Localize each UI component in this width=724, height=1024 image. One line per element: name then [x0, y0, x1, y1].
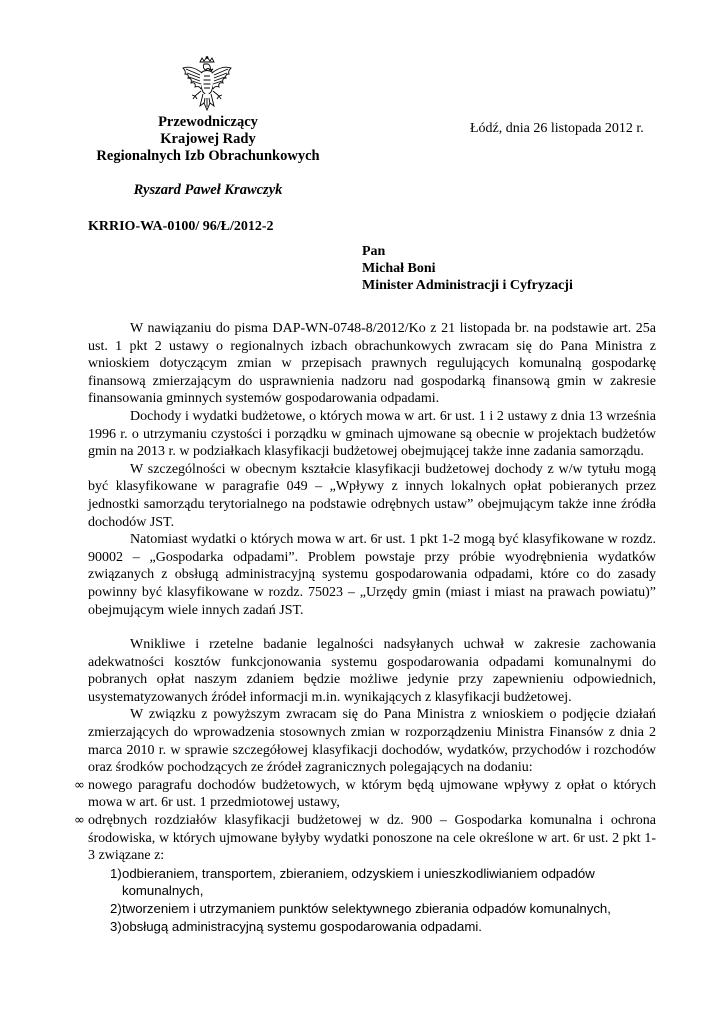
body-paragraph: W szczególności w obecnym kształcie klasyfikacji budżetowej dochody z w/w tytułu mogą być klasyfikowane w paragrafie 049 – „Wpływy z innych lokalnych opłat pobieranych przez jednostki samorządu terytorialnego na podstawie odrębnych ustaw” obejmującym także inne źródła dochodów JST.	[88, 461, 656, 530]
sub-list-item	[88, 918, 656, 936]
list-item	[74, 812, 656, 865]
eagle-emblem-icon	[180, 56, 234, 116]
addressee-name: Michał Boni	[362, 261, 436, 276]
body-paragraph: W nawiązaniu do pisma DAP-WN-0748-8/2012/Ko z 21 listopada br. na podstawie art. 25a ust. 1 pkt 2 ustawy o regionalnych izbach obrachunkowych zwracam się do Pana Ministra z wnioskiem dotyczącym zmian w przepisach prawnych regulujących komunalną gospodarkę finansową zmierzającym do usprawnienia nadzoru nad gospodarką finansową gmin w zakresie finansowania gminnych systemów gospodarowania odpadami.	[88, 321, 656, 407]
sender-name: Ryszard Paweł Krawczyk	[133, 182, 283, 198]
place-date: Łódź, dnia 26 listopada 2012 r.	[470, 121, 644, 136]
sub-list-number: 1)	[110, 865, 122, 881]
body-paragraph: Dochody i wydatki budżetowe, o których mowa w art. 6r ust. 1 i 2 ustawy z dnia 13 września 1996 r. o utrzymaniu czystości i porządku w gminach ujmowane są obecnie w projektach budżetów gmin na 2013 r. w podziałkach klasyfikacji budżetowej obejmującej także inne zadania samorządu.	[88, 408, 656, 460]
sub-list-number: 3)	[110, 918, 122, 934]
list-item-text: nowego paragrafu dochodów budżetowych, w którym będą ujmowane wpływy z opłat o których mowa w art. 6r ust. 1 przedmiotowej ustawy,	[88, 777, 656, 811]
sender-title-line2: Krajowej Rady	[160, 131, 256, 147]
sub-list-text: odbieraniem, transportem, zbieraniem, odzyskiem i unieszkodliwianiem odpadów komunalnych,	[122, 865, 595, 899]
addressee-salutation: Pan	[362, 244, 386, 259]
infinity-bullet-icon: ∞	[74, 813, 85, 829]
sender-title-line3: Regionalnych Izb Obrachunkowych	[96, 148, 320, 164]
sub-list-text: obsługą administracyjną systemu gospodarowania odpadami.	[122, 918, 482, 934]
addressee-title: Minister Administracji i Cyfryzacji	[362, 278, 573, 293]
body-paragraph: W związku z powyższym zwracam się do Pana Ministra z wnioskiem o podjęcie działań zmierzających do wprowadzenia stosownych zmian w rozporządzeniu Ministra Finansów z dnia 2 marca 2010 r. w sprawie szczegółowej klasyfikacji dochodów, wydatków, przychodów i rozchodów oraz środków pochodzących ze źródeł zagranicznych polegających na dodaniu:	[88, 707, 656, 776]
sub-list-text: tworzeniem i utrzymaniem punktów selektywnego zbierania odpadów komunalnych,	[122, 901, 611, 916]
sub-list-number: 2)	[110, 901, 122, 916]
letter-body	[74, 320, 656, 935]
sender-title-line1: Przewodniczący	[158, 114, 258, 130]
sub-list-item	[88, 865, 656, 900]
body-paragraph: Natomiast wydatki o których mowa w art. 6r ust. 1 pkt 1-2 mogą być klasyfikowane w rozdz. 90002 – „Gospodarka odpadami”. Problem powstaje przy próbie wyodrębnienia wydatków związanych z obsługą administracyjną systemu gospodarowania odpadami, które co do zasady powinny być klasyfikowane w rozdz. 75023 – „Urzędy gmin (miast i miast na prawach powiatu)” obejmującym wiele innych zadań JST.	[88, 532, 656, 618]
body-paragraph: Wnikliwe i rzetelne badanie legalności nadsyłanych uchwał w zakresie zachowania adekwatności kosztów funkcjonowania systemu gospodarowania odpadami komunalnymi do pobranych opłat naszym zdaniem będzie możliwe jedynie przy zapewnieniu odpowiednich, usystematyzowanych źródeł informacji m.in. wynikających z klasyfikacji budżetowej.	[88, 637, 656, 705]
infinity-bullet-icon: ∞	[74, 777, 85, 793]
reference-number: KRRIO-WA-0100/ 96/Ł/2012-2	[88, 219, 274, 234]
list-item-text: odrębnych rozdziałów klasyfikacji budżetowej w dz. 900 – Gospodarka komunalna i ochrona środowiska, w których ujmowane byłyby wydatki ponoszone na cele określone w art. 6r ust. 2 pkt 1-3 związane z:	[88, 813, 656, 864]
sub-list-item	[88, 900, 656, 918]
list-item	[74, 777, 656, 812]
